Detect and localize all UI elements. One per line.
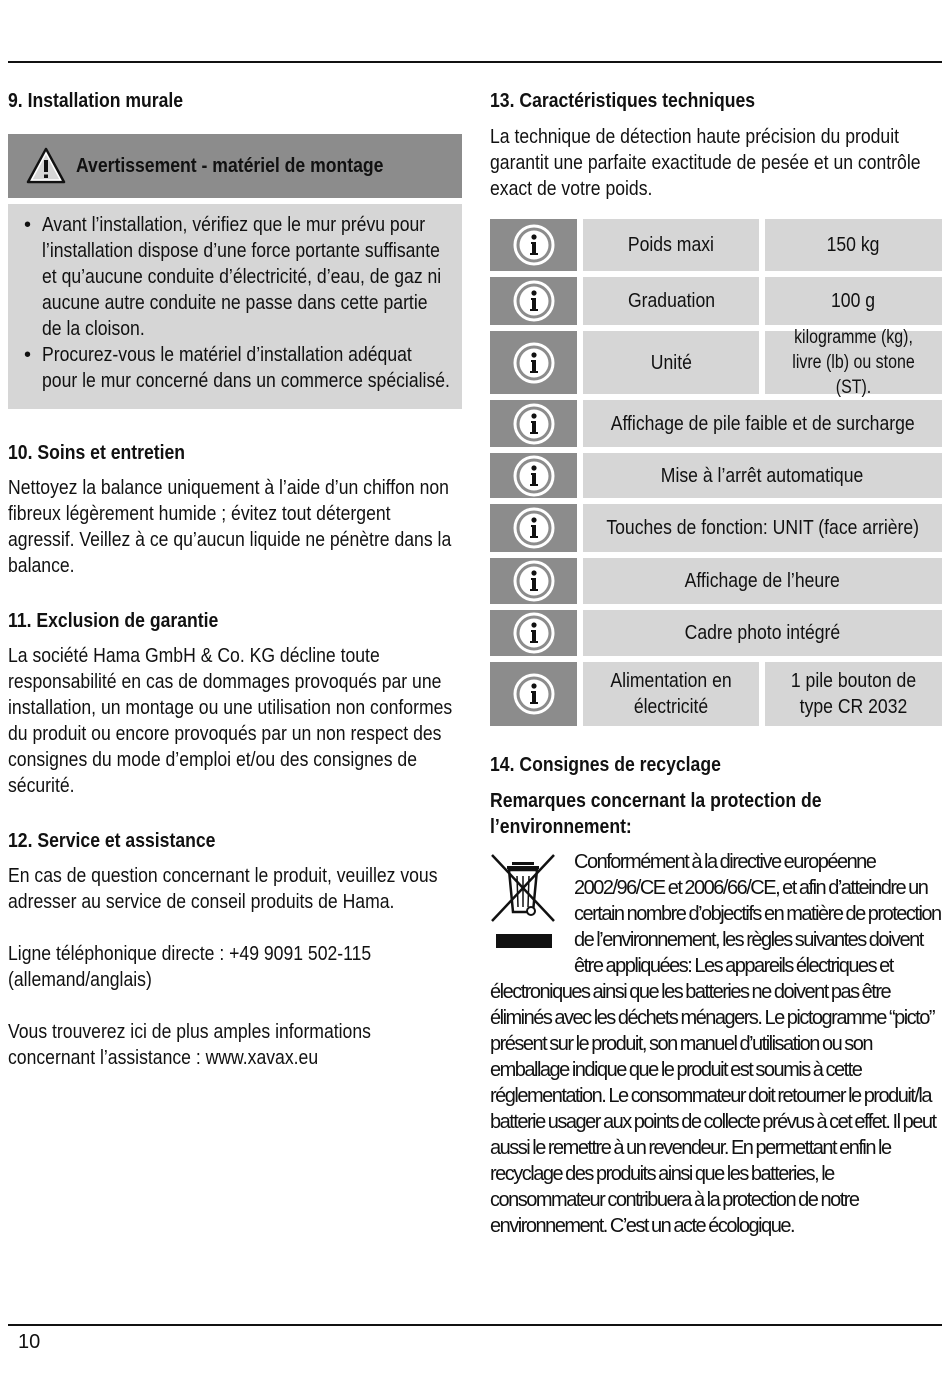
section12-text-3: Vous trouverez ici de plus amples informations concernant l’assistance : www.xavax.eu (8, 1021, 371, 1069)
info-icon (490, 504, 577, 552)
spec-table (490, 219, 942, 726)
section11-title: 11. Exclusion de garantie (8, 610, 219, 632)
warning-list (22, 212, 452, 394)
section12-text-2: Ligne téléphonique directe : +49 9091 502-115 (allemand/anglais) (8, 943, 372, 991)
recycling-block (490, 849, 942, 1239)
spec-row-cadre (490, 610, 942, 656)
spec-label: Unité (583, 331, 759, 394)
spec-feature: Cadre photo intégré (583, 610, 942, 656)
section13-intro: La technique de détection haute précision du produit garantit une parfaite exactitude de pesée et un contrôle exact de votre poids. (490, 126, 921, 200)
section14-subtitle: Remarques concernant la protection de l’environnement: (490, 790, 822, 838)
spec-row-alimentation (490, 662, 942, 726)
section12-title: 12. Service et assistance (8, 830, 216, 852)
info-icon (490, 219, 577, 271)
info-icon (490, 610, 577, 656)
spec-label: Graduation (583, 277, 759, 325)
spec-row-touches (490, 504, 942, 552)
section13-title: 13. Caractéristiques techniques (490, 90, 756, 112)
section10-title: 10. Soins et entretien (8, 442, 186, 464)
spec-row-arret (490, 453, 942, 498)
section14-title: 14. Consignes de recyclage (490, 754, 721, 776)
page-number: 10 (18, 1331, 41, 1353)
spec-row-unite (490, 327, 942, 398)
warning-bullet-text: • Procurez-vous le matériel d’installation adéquat pour le mur concerné dans un commerce spécialisé. (42, 344, 450, 392)
warning-bullet-text: • Avant l’installation, vérifiez que le mur prévu pour l’installation dispose d’une force portante suffisante et qu’aucune conduite d’électricité, d’eau, de gaz ni aucune autre conduite ne passe dans cette partie de la cloison. (42, 214, 442, 340)
section9-title: 9. Installation murale (8, 90, 184, 112)
spec-feature: Affichage de pile faible et de surcharge (583, 400, 942, 447)
spec-feature: Mise à l’arrêt automatique (583, 453, 942, 498)
warning-bullet (22, 342, 452, 394)
crossed-bin-icon (490, 849, 558, 957)
info-icon (490, 662, 577, 726)
spec-row-pile (490, 400, 942, 447)
section12-text-1: En cas de question concernant le produit, veuillez vous adresser au service de conseil produits de Hama. (8, 865, 438, 913)
spec-row-poids (490, 219, 942, 271)
info-icon (490, 453, 577, 498)
info-icon (490, 558, 577, 604)
top-rule (8, 61, 942, 63)
spec-label: Poids maxi (583, 219, 759, 271)
spec-label: Alimentation en électricité (583, 662, 759, 726)
warning-body (8, 204, 462, 409)
section14-text: Conformément à la directive européenne 2002/96/CE et 2006/66/CE, et afin d’atteindre un certain nombre d’objectifs en matière de protection de l’environnement, les règles suivantes doivent être appliquées: Les appareils électriques et électroniques ainsi que les batteries ne doivent pas être éliminés avec les déchets ménagers. Le pictogramme “picto” présent sur le produit, son manuel d’utilisation ou son emballage indique que le produit est soumis à cette réglementation. Le consommateur doit retourner le produit/la batterie usager aux points de collecte prévus à cet effet. Il peut aussi le remettre à un revendeur. En permettant enfin le recyclage des produits ainsi que les batteries, le consommateur contribuera à la protection de notre environnement. C’est un acte écologique. (490, 851, 941, 1237)
section11-text: La société Hama GmbH & Co. KG décline toute responsabilité en cas de dommages provoqués par une installation, un montage ou une utilisation non conformes du produit ou encore provoqués par un non respect des consignes du mode d’emploi et/ou des consignes de sécurité. (8, 645, 453, 797)
info-icon (490, 277, 577, 325)
spec-value: kilogramme (kg), livre (lb) ou stone (ST). (765, 331, 942, 394)
left-column (8, 88, 462, 1071)
warning-bullet (22, 212, 452, 342)
warning-icon (26, 147, 66, 185)
spec-row-graduation (490, 277, 942, 325)
section10-text: Nettoyez la balance uniquement à l’aide d’un chiffon non fibreux légèrement humide ; évitez tout détergent agressif. Veillez à ce qu’aucun liquide ne pénètre dans la balance. (8, 477, 452, 577)
warning-title: Avertissement - matériel de montage (76, 154, 384, 177)
weee-logo (490, 849, 562, 959)
bottom-rule (8, 1324, 942, 1326)
spec-feature: Affichage de l’heure (583, 558, 942, 604)
spec-value: 150 kg (765, 219, 942, 271)
warning-header (8, 134, 462, 198)
spec-value: 1 pile bouton de type CR 2032 (765, 662, 942, 726)
spec-value: 100 g (765, 277, 942, 325)
spec-row-heure (490, 558, 942, 604)
right-column (490, 88, 942, 1239)
info-icon (490, 331, 577, 394)
spec-feature: Touches de fonction: UNIT (face arrière) (583, 504, 942, 552)
info-icon (490, 400, 577, 447)
